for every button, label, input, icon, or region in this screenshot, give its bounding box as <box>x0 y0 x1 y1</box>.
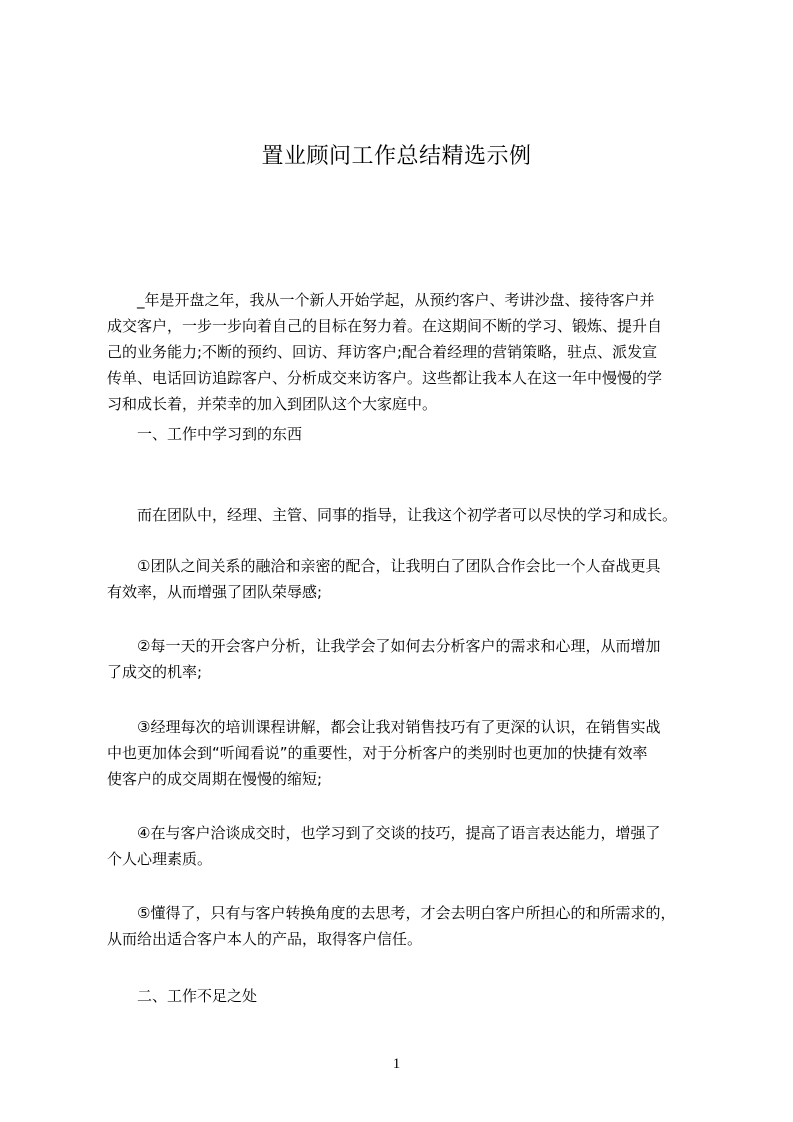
paragraph-point-4 <box>107 820 705 872</box>
paragraph-point-2 <box>107 633 705 685</box>
paragraph-point-5 <box>107 900 705 952</box>
paragraph-point-1 <box>107 553 705 605</box>
text-line: ④在与客户洽谈成交时，也学习到了交谈的技巧，提高了语言表达能力，增强了 <box>107 824 661 842</box>
paragraph-point-3 <box>107 714 705 792</box>
text-line: 传单、电话回访追踪客户、分析成交来访客户。这些都让我本人在这一年中慢慢的学 <box>107 369 663 387</box>
text-line: 而在团队中，经理、主管、同事的指导，让我这个初学者可以尽快的学习和成长。 <box>107 506 678 524</box>
text-line: 从而给出适合客户本人的产品，取得客户信任。 <box>107 930 423 948</box>
paragraph-intro <box>107 287 705 417</box>
text-line: ①团队之间关系的融洽和亲密的配合，让我明白了团队合作会比一个人奋战更具 <box>107 557 661 575</box>
text-line: 成交客户，一步一步向着自己的目标在努力着。在这期间不断的学习、锻炼、提升自 <box>107 317 663 335</box>
text-line: 习和成长着，并荣幸的加入到团队这个大家庭中。 <box>107 395 438 413</box>
paragraph-team-guidance <box>107 502 705 528</box>
text-line: ②每一天的开会客户分析，让我学会了如何去分析客户的需求和心理，从而增加 <box>107 637 661 655</box>
text-line: 有效率，从而增强了团队荣辱感; <box>107 583 323 601</box>
text-line: ③经理每次的培训课程讲解，都会让我对销售技巧有了更深的认识，在销售实战 <box>107 718 661 736</box>
heading-text: 二、工作不足之处 <box>107 987 258 1005</box>
text-line: _年是开盘之年，我从一个新人开始学起，从预约客户、考讲沙盘、接待客户并 <box>107 291 655 309</box>
text-line: 己的业务能力;不断的预约、回访、拜访客户;配合着经理的营销策略，驻点、派发宣 <box>107 343 658 361</box>
text-line: 个人心理素质。 <box>107 850 213 868</box>
text-line: 使客户的成交周期在慢慢的缩短; <box>107 770 323 788</box>
page-number: 1 <box>392 1056 401 1072</box>
section-heading-2 <box>107 983 705 1009</box>
text-line: 中也更加体会到“听闻看说”的重要性，对于分析客户的类别时也更加的快捷有效率 <box>107 744 648 762</box>
heading-text: 一、工作中学习到的东西 <box>107 425 303 443</box>
section-heading-1 <box>107 421 705 447</box>
text-line: 了成交的机率; <box>107 663 203 681</box>
text-line: ⑤懂得了，只有与客户转换角度的去思考，才会去明白客户所担心的和所需求的， <box>107 904 676 922</box>
document-title: 置业顾问工作总结精选示例 <box>261 144 532 169</box>
